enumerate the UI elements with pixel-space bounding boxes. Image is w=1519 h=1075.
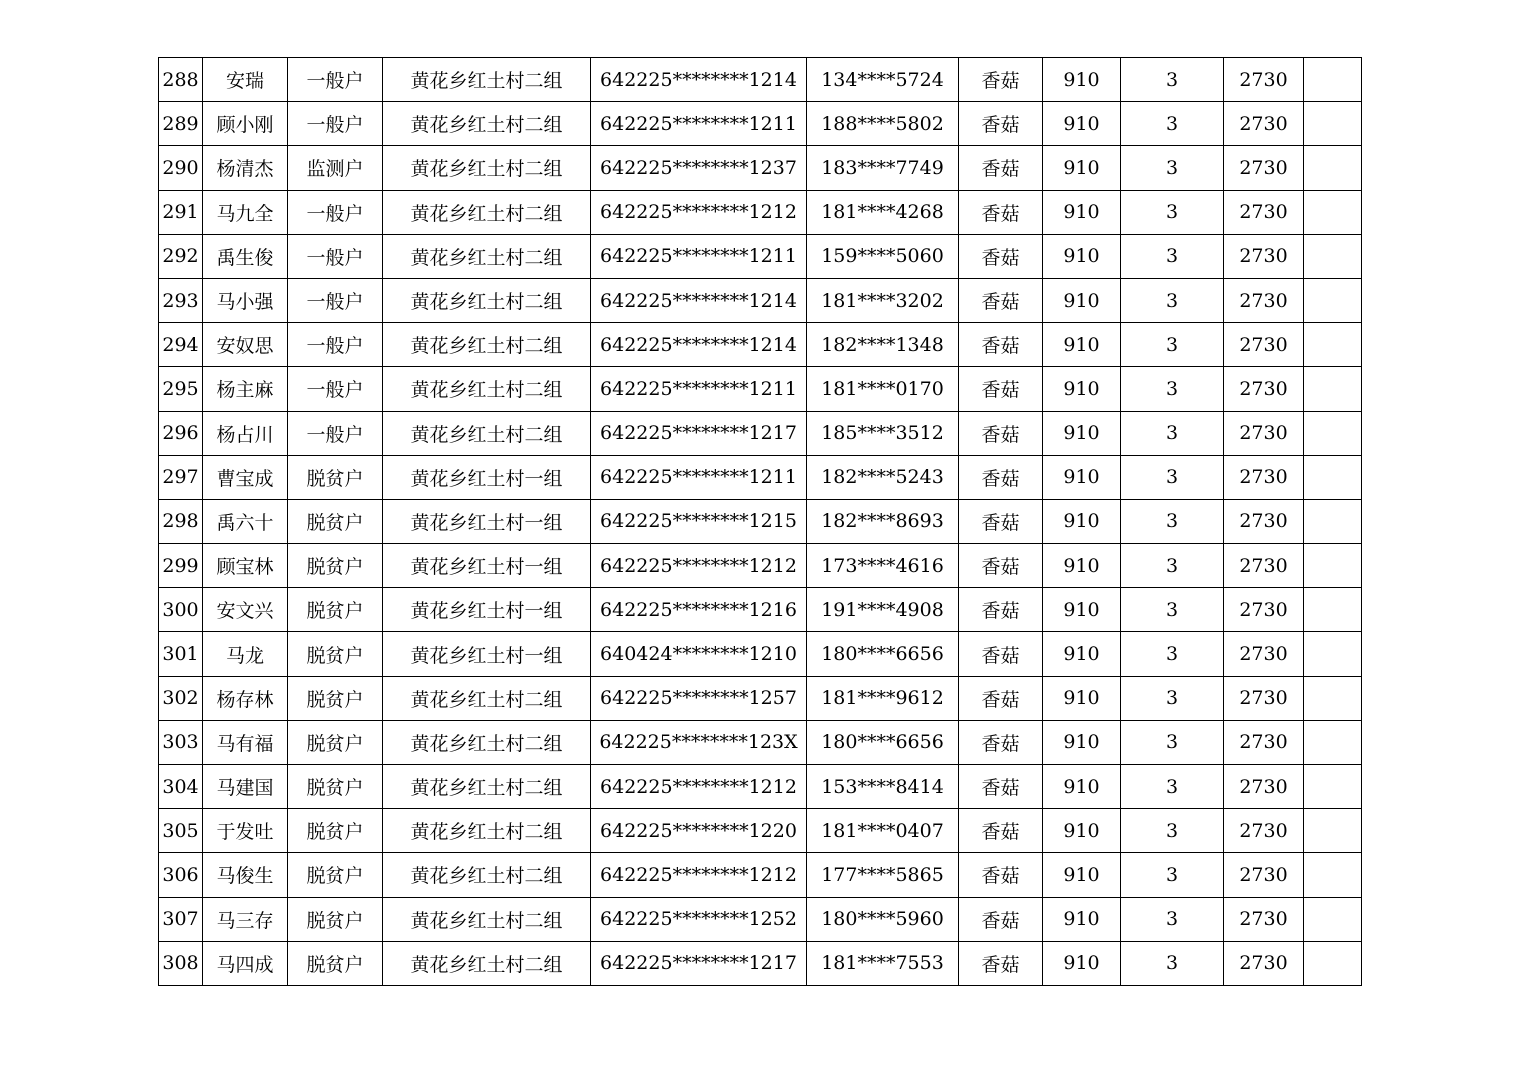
- household-type-cell: 脱贫户: [288, 499, 383, 543]
- crop-cell: 香菇: [959, 765, 1043, 809]
- row-number-cell: 305: [159, 809, 203, 853]
- remark-cell: [1304, 367, 1362, 411]
- unit-amount-cell: 910: [1043, 190, 1121, 234]
- row-number-cell: 289: [159, 102, 203, 146]
- address-cell: 黄花乡红土村二组: [383, 278, 591, 322]
- table-body: [159, 58, 1362, 986]
- phone-cell: 177****5865: [807, 853, 959, 897]
- id-number-cell: 642225********1211: [591, 102, 807, 146]
- address-cell: 黄花乡红土村二组: [383, 234, 591, 278]
- household-type-cell: 脱贫户: [288, 809, 383, 853]
- household-type-cell: 一般户: [288, 367, 383, 411]
- unit-amount-cell: 910: [1043, 499, 1121, 543]
- remark-cell: [1304, 102, 1362, 146]
- table-row: [159, 941, 1362, 985]
- quantity-cell: 3: [1121, 809, 1224, 853]
- remark-cell: [1304, 765, 1362, 809]
- total-amount-cell: 2730: [1224, 367, 1304, 411]
- phone-cell: 180****5960: [807, 897, 959, 941]
- row-number-cell: 298: [159, 499, 203, 543]
- total-amount-cell: 2730: [1224, 809, 1304, 853]
- id-number-cell: 642225********1212: [591, 765, 807, 809]
- household-type-cell: 脱贫户: [288, 941, 383, 985]
- total-amount-cell: 2730: [1224, 323, 1304, 367]
- total-amount-cell: 2730: [1224, 58, 1304, 102]
- unit-amount-cell: 910: [1043, 146, 1121, 190]
- id-number-cell: 642225********1212: [591, 853, 807, 897]
- quantity-cell: 3: [1121, 676, 1224, 720]
- address-cell: 黄花乡红土村一组: [383, 499, 591, 543]
- id-number-cell: 642225********1217: [591, 411, 807, 455]
- address-cell: 黄花乡红土村二组: [383, 367, 591, 411]
- name-cell: 马俊生: [203, 853, 288, 897]
- id-number-cell: 642225********1257: [591, 676, 807, 720]
- phone-cell: 183****7749: [807, 146, 959, 190]
- remark-cell: [1304, 676, 1362, 720]
- address-cell: 黄花乡红土村一组: [383, 455, 591, 499]
- crop-cell: 香菇: [959, 588, 1043, 632]
- phone-cell: 180****6656: [807, 720, 959, 764]
- household-type-cell: 脱贫户: [288, 720, 383, 764]
- crop-cell: 香菇: [959, 632, 1043, 676]
- row-number-cell: 303: [159, 720, 203, 764]
- name-cell: 顾小刚: [203, 102, 288, 146]
- total-amount-cell: 2730: [1224, 102, 1304, 146]
- name-cell: 马四成: [203, 941, 288, 985]
- name-cell: 马有福: [203, 720, 288, 764]
- phone-cell: 159****5060: [807, 234, 959, 278]
- total-amount-cell: 2730: [1224, 632, 1304, 676]
- crop-cell: 香菇: [959, 499, 1043, 543]
- row-number-cell: 294: [159, 323, 203, 367]
- name-cell: 杨清杰: [203, 146, 288, 190]
- household-type-cell: 一般户: [288, 190, 383, 234]
- table-row: [159, 323, 1362, 367]
- quantity-cell: 3: [1121, 367, 1224, 411]
- name-cell: 禹六十: [203, 499, 288, 543]
- total-amount-cell: 2730: [1224, 765, 1304, 809]
- phone-cell: 153****8414: [807, 765, 959, 809]
- row-number-cell: 307: [159, 897, 203, 941]
- name-cell: 马九全: [203, 190, 288, 234]
- table-row: [159, 411, 1362, 455]
- total-amount-cell: 2730: [1224, 720, 1304, 764]
- table-row: [159, 146, 1362, 190]
- row-number-cell: 300: [159, 588, 203, 632]
- id-number-cell: 642225********1252: [591, 897, 807, 941]
- quantity-cell: 3: [1121, 146, 1224, 190]
- remark-cell: [1304, 941, 1362, 985]
- remark-cell: [1304, 323, 1362, 367]
- quantity-cell: 3: [1121, 765, 1224, 809]
- id-number-cell: 642225********1211: [591, 367, 807, 411]
- address-cell: 黄花乡红土村二组: [383, 58, 591, 102]
- quantity-cell: 3: [1121, 720, 1224, 764]
- name-cell: 曹宝成: [203, 455, 288, 499]
- total-amount-cell: 2730: [1224, 544, 1304, 588]
- quantity-cell: 3: [1121, 897, 1224, 941]
- row-number-cell: 306: [159, 853, 203, 897]
- crop-cell: 香菇: [959, 58, 1043, 102]
- row-number-cell: 295: [159, 367, 203, 411]
- unit-amount-cell: 910: [1043, 632, 1121, 676]
- crop-cell: 香菇: [959, 323, 1043, 367]
- household-type-cell: 一般户: [288, 58, 383, 102]
- crop-cell: 香菇: [959, 676, 1043, 720]
- unit-amount-cell: 910: [1043, 58, 1121, 102]
- row-number-cell: 308: [159, 941, 203, 985]
- unit-amount-cell: 910: [1043, 455, 1121, 499]
- crop-cell: 香菇: [959, 941, 1043, 985]
- household-type-cell: 一般户: [288, 278, 383, 322]
- id-number-cell: 642225********1212: [591, 190, 807, 234]
- quantity-cell: 3: [1121, 102, 1224, 146]
- name-cell: 安奴思: [203, 323, 288, 367]
- id-number-cell: 642225********1220: [591, 809, 807, 853]
- address-cell: 黄花乡红土村一组: [383, 632, 591, 676]
- phone-cell: 181****7553: [807, 941, 959, 985]
- crop-cell: 香菇: [959, 809, 1043, 853]
- row-number-cell: 288: [159, 58, 203, 102]
- table-row: [159, 367, 1362, 411]
- crop-cell: 香菇: [959, 544, 1043, 588]
- phone-cell: 181****0407: [807, 809, 959, 853]
- remark-cell: [1304, 809, 1362, 853]
- name-cell: 禹生俊: [203, 234, 288, 278]
- quantity-cell: 3: [1121, 544, 1224, 588]
- address-cell: 黄花乡红土村二组: [383, 411, 591, 455]
- household-type-cell: 脱贫户: [288, 765, 383, 809]
- total-amount-cell: 2730: [1224, 941, 1304, 985]
- id-number-cell: 642225********1212: [591, 544, 807, 588]
- crop-cell: 香菇: [959, 853, 1043, 897]
- table-row: [159, 278, 1362, 322]
- crop-cell: 香菇: [959, 102, 1043, 146]
- crop-cell: 香菇: [959, 367, 1043, 411]
- unit-amount-cell: 910: [1043, 367, 1121, 411]
- address-cell: 黄花乡红土村二组: [383, 190, 591, 234]
- total-amount-cell: 2730: [1224, 190, 1304, 234]
- remark-cell: [1304, 234, 1362, 278]
- phone-cell: 181****4268: [807, 190, 959, 234]
- phone-cell: 173****4616: [807, 544, 959, 588]
- name-cell: 马小强: [203, 278, 288, 322]
- table-row: [159, 632, 1362, 676]
- total-amount-cell: 2730: [1224, 411, 1304, 455]
- quantity-cell: 3: [1121, 411, 1224, 455]
- crop-cell: 香菇: [959, 720, 1043, 764]
- quantity-cell: 3: [1121, 190, 1224, 234]
- table-row: [159, 720, 1362, 764]
- address-cell: 黄花乡红土村一组: [383, 544, 591, 588]
- quantity-cell: 3: [1121, 323, 1224, 367]
- unit-amount-cell: 910: [1043, 941, 1121, 985]
- remark-cell: [1304, 897, 1362, 941]
- household-type-cell: 脱贫户: [288, 632, 383, 676]
- name-cell: 杨占川: [203, 411, 288, 455]
- address-cell: 黄花乡红土村二组: [383, 720, 591, 764]
- id-number-cell: 642225********1214: [591, 278, 807, 322]
- quantity-cell: 3: [1121, 234, 1224, 278]
- table-row: [159, 809, 1362, 853]
- row-number-cell: 302: [159, 676, 203, 720]
- quantity-cell: 3: [1121, 455, 1224, 499]
- total-amount-cell: 2730: [1224, 146, 1304, 190]
- address-cell: 黄花乡红土村二组: [383, 853, 591, 897]
- quantity-cell: 3: [1121, 853, 1224, 897]
- row-number-cell: 291: [159, 190, 203, 234]
- crop-cell: 香菇: [959, 455, 1043, 499]
- row-number-cell: 290: [159, 146, 203, 190]
- unit-amount-cell: 910: [1043, 676, 1121, 720]
- remark-cell: [1304, 853, 1362, 897]
- crop-cell: 香菇: [959, 897, 1043, 941]
- table-row: [159, 234, 1362, 278]
- address-cell: 黄花乡红土村一组: [383, 588, 591, 632]
- row-number-cell: 301: [159, 632, 203, 676]
- phone-cell: 182****5243: [807, 455, 959, 499]
- unit-amount-cell: 910: [1043, 234, 1121, 278]
- total-amount-cell: 2730: [1224, 455, 1304, 499]
- quantity-cell: 3: [1121, 941, 1224, 985]
- household-type-cell: 脱贫户: [288, 588, 383, 632]
- table-row: [159, 588, 1362, 632]
- phone-cell: 182****1348: [807, 323, 959, 367]
- remark-cell: [1304, 146, 1362, 190]
- total-amount-cell: 2730: [1224, 588, 1304, 632]
- household-type-cell: 一般户: [288, 102, 383, 146]
- table-row: [159, 455, 1362, 499]
- name-cell: 于发吐: [203, 809, 288, 853]
- unit-amount-cell: 910: [1043, 323, 1121, 367]
- unit-amount-cell: 910: [1043, 102, 1121, 146]
- id-number-cell: 642225********1214: [591, 58, 807, 102]
- name-cell: 杨主麻: [203, 367, 288, 411]
- remark-cell: [1304, 411, 1362, 455]
- name-cell: 顾宝林: [203, 544, 288, 588]
- table-row: [159, 765, 1362, 809]
- remark-cell: [1304, 499, 1362, 543]
- address-cell: 黄花乡红土村二组: [383, 941, 591, 985]
- total-amount-cell: 2730: [1224, 234, 1304, 278]
- name-cell: 安文兴: [203, 588, 288, 632]
- total-amount-cell: 2730: [1224, 853, 1304, 897]
- name-cell: 马建国: [203, 765, 288, 809]
- table-row: [159, 897, 1362, 941]
- unit-amount-cell: 910: [1043, 765, 1121, 809]
- quantity-cell: 3: [1121, 58, 1224, 102]
- remark-cell: [1304, 455, 1362, 499]
- id-number-cell: 642225********1215: [591, 499, 807, 543]
- household-type-cell: 脱贫户: [288, 676, 383, 720]
- crop-cell: 香菇: [959, 278, 1043, 322]
- household-type-cell: 监测户: [288, 146, 383, 190]
- address-cell: 黄花乡红土村二组: [383, 897, 591, 941]
- row-number-cell: 299: [159, 544, 203, 588]
- phone-cell: 181****3202: [807, 278, 959, 322]
- quantity-cell: 3: [1121, 632, 1224, 676]
- address-cell: 黄花乡红土村二组: [383, 765, 591, 809]
- name-cell: 安瑞: [203, 58, 288, 102]
- remark-cell: [1304, 544, 1362, 588]
- address-cell: 黄花乡红土村二组: [383, 676, 591, 720]
- address-cell: 黄花乡红土村二组: [383, 146, 591, 190]
- table-row: [159, 58, 1362, 102]
- id-number-cell: 642225********1214: [591, 323, 807, 367]
- total-amount-cell: 2730: [1224, 499, 1304, 543]
- phone-cell: 181****9612: [807, 676, 959, 720]
- address-cell: 黄花乡红土村二组: [383, 323, 591, 367]
- id-number-cell: 642225********1216: [591, 588, 807, 632]
- name-cell: 马龙: [203, 632, 288, 676]
- address-cell: 黄花乡红土村二组: [383, 809, 591, 853]
- unit-amount-cell: 910: [1043, 411, 1121, 455]
- name-cell: 杨存林: [203, 676, 288, 720]
- id-number-cell: 640424********1210: [591, 632, 807, 676]
- row-number-cell: 293: [159, 278, 203, 322]
- name-cell: 马三存: [203, 897, 288, 941]
- table-row: [159, 544, 1362, 588]
- table-row: [159, 853, 1362, 897]
- crop-cell: 香菇: [959, 190, 1043, 234]
- remark-cell: [1304, 632, 1362, 676]
- household-type-cell: 一般户: [288, 411, 383, 455]
- remark-cell: [1304, 190, 1362, 234]
- phone-cell: 191****4908: [807, 588, 959, 632]
- id-number-cell: 642225********123X: [591, 720, 807, 764]
- id-number-cell: 642225********1211: [591, 234, 807, 278]
- phone-cell: 188****5802: [807, 102, 959, 146]
- row-number-cell: 304: [159, 765, 203, 809]
- address-cell: 黄花乡红土村二组: [383, 102, 591, 146]
- unit-amount-cell: 910: [1043, 588, 1121, 632]
- remark-cell: [1304, 278, 1362, 322]
- remark-cell: [1304, 588, 1362, 632]
- crop-cell: 香菇: [959, 234, 1043, 278]
- phone-cell: 134****5724: [807, 58, 959, 102]
- row-number-cell: 292: [159, 234, 203, 278]
- unit-amount-cell: 910: [1043, 853, 1121, 897]
- table-row: [159, 676, 1362, 720]
- household-table: [158, 57, 1362, 986]
- household-type-cell: 脱贫户: [288, 455, 383, 499]
- phone-cell: 185****3512: [807, 411, 959, 455]
- table-row: [159, 102, 1362, 146]
- household-type-cell: 脱贫户: [288, 544, 383, 588]
- id-number-cell: 642225********1217: [591, 941, 807, 985]
- remark-cell: [1304, 58, 1362, 102]
- quantity-cell: 3: [1121, 588, 1224, 632]
- unit-amount-cell: 910: [1043, 278, 1121, 322]
- total-amount-cell: 2730: [1224, 676, 1304, 720]
- total-amount-cell: 2730: [1224, 278, 1304, 322]
- row-number-cell: 296: [159, 411, 203, 455]
- phone-cell: 180****6656: [807, 632, 959, 676]
- unit-amount-cell: 910: [1043, 809, 1121, 853]
- total-amount-cell: 2730: [1224, 897, 1304, 941]
- crop-cell: 香菇: [959, 411, 1043, 455]
- unit-amount-cell: 910: [1043, 544, 1121, 588]
- household-type-cell: 脱贫户: [288, 897, 383, 941]
- household-type-cell: 一般户: [288, 234, 383, 278]
- unit-amount-cell: 910: [1043, 897, 1121, 941]
- table-row: [159, 190, 1362, 234]
- remark-cell: [1304, 720, 1362, 764]
- phone-cell: 181****0170: [807, 367, 959, 411]
- household-type-cell: 一般户: [288, 323, 383, 367]
- quantity-cell: 3: [1121, 278, 1224, 322]
- id-number-cell: 642225********1211: [591, 455, 807, 499]
- unit-amount-cell: 910: [1043, 720, 1121, 764]
- row-number-cell: 297: [159, 455, 203, 499]
- quantity-cell: 3: [1121, 499, 1224, 543]
- household-type-cell: 脱贫户: [288, 853, 383, 897]
- id-number-cell: 642225********1237: [591, 146, 807, 190]
- crop-cell: 香菇: [959, 146, 1043, 190]
- table-row: [159, 499, 1362, 543]
- phone-cell: 182****8693: [807, 499, 959, 543]
